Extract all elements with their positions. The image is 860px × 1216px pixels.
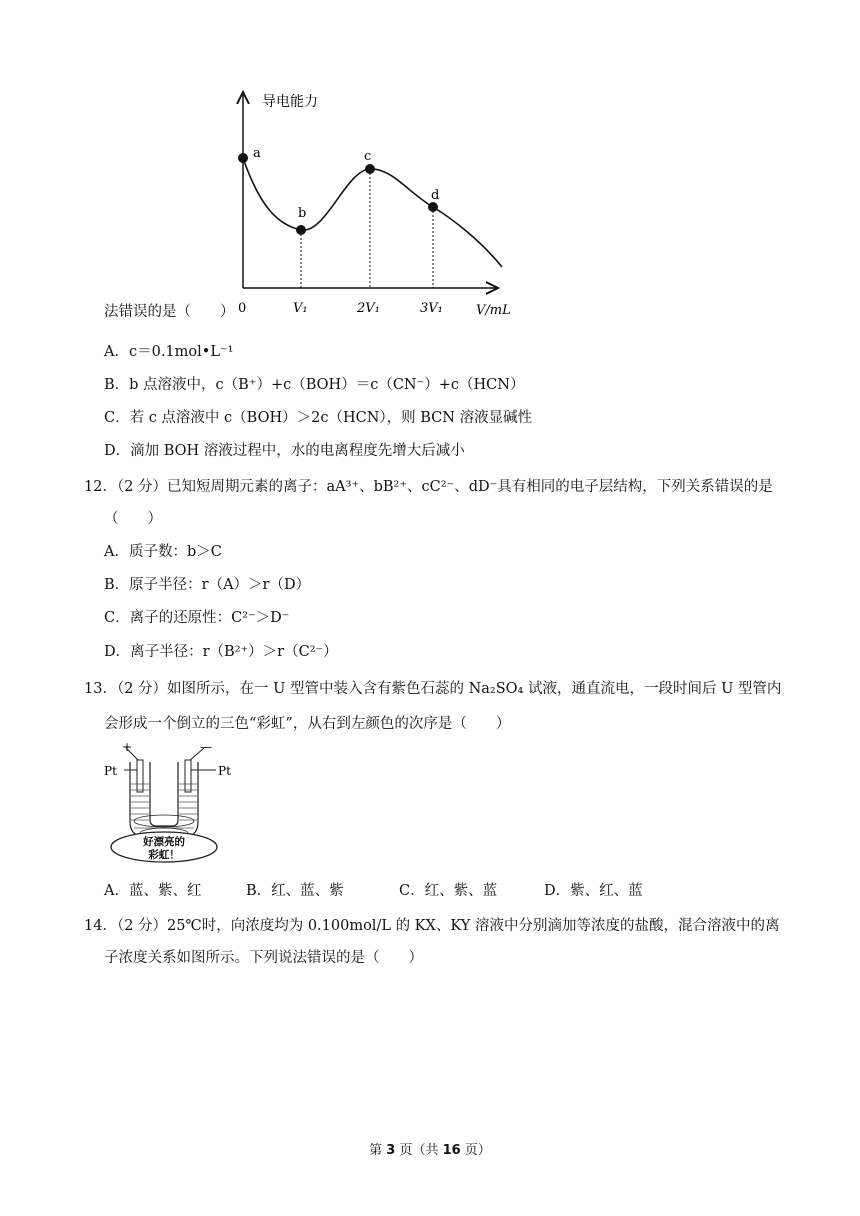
- q11-option-a: A．c＝0.1mol•L⁻¹: [104, 344, 234, 360]
- q11-option-d: D．滴加 BOH 溶液过程中，水的电离程度先增大后减小: [104, 443, 465, 459]
- label-d: d: [431, 188, 440, 203]
- q13-option-b: B．红、蓝、紫: [246, 883, 344, 899]
- caption-text: 好漂亮的: [143, 836, 185, 848]
- tick-3v1: 3V₁: [420, 301, 443, 316]
- u-tube-inner: [150, 762, 178, 826]
- tick-2v1: 2V₁: [357, 301, 380, 316]
- footer-total-pages: 16: [442, 1143, 461, 1158]
- q11-option-b: B．b 点溶液中，c（B⁺）+c（BOH）＝c（CN⁻）+c（HCN）: [104, 377, 525, 393]
- q14-stem-2: 子浓度关系如图所示。下列说法错误的是（ ）: [104, 950, 423, 966]
- q12-option-c: C．离子的还原性：C²⁻＞D⁻: [104, 610, 290, 626]
- q12-option-a: A．质子数：b＞C: [104, 544, 222, 560]
- footer-prefix: 第: [369, 1143, 387, 1158]
- q13-option-d: D．紫、红、蓝: [544, 883, 643, 899]
- q13-option-a: A．蓝、紫、红: [104, 883, 202, 899]
- u-tube-figure: [100, 740, 260, 866]
- footer-mid: 页（共: [395, 1143, 443, 1158]
- footer-page-number: 3: [386, 1143, 396, 1158]
- q12-option-d: D．离子半径：r（B²⁺）＞r（C²⁻）: [104, 644, 338, 660]
- q12-stem: 12．（2 分）已知短周期元素的离子：aA³⁺、bB²⁺、cC²⁻、dD⁻具有相同的电子层结构，下列关系错误的是: [84, 479, 773, 495]
- label-b: b: [298, 206, 307, 221]
- point-a: [238, 153, 248, 163]
- plus-sign: +: [122, 740, 133, 754]
- q13-stem-2: 会形成一个倒立的三色“彩虹”，从右到左颜色的次序是（ ）: [104, 716, 511, 732]
- label-c: c: [364, 149, 372, 164]
- q12-stem-2: （ ）: [104, 511, 162, 527]
- conductivity-chart: [220, 82, 520, 322]
- conductivity-curve: [243, 158, 502, 267]
- right-pt-label: Pt: [218, 764, 231, 778]
- tick-v1: V₁: [293, 301, 308, 316]
- q13-stem: 13．（2 分）如图所示，在一 U 型管中装入含有紫色石蕊的 Na₂SO₄ 试液，通直流电，一段时间后 U 型管内: [84, 681, 782, 697]
- y-axis-label: 导电能力: [262, 94, 318, 110]
- minus-sign: —: [200, 740, 212, 754]
- left-pt-label: Pt: [104, 764, 117, 778]
- q12-option-b: B．原子半径：r（A）＞r（D）: [104, 577, 311, 593]
- point-c: [365, 164, 375, 174]
- footer-suffix: 页）: [460, 1143, 491, 1158]
- q13-option-c: C．红、紫、蓝: [399, 883, 498, 899]
- page-footer: [0, 1139, 860, 1158]
- origin-label: 0: [238, 301, 247, 316]
- rainbow-ring-1: [134, 815, 194, 827]
- x-axis-label: V/mL: [476, 303, 511, 318]
- right-electrode: [185, 760, 191, 792]
- label-a: a: [253, 146, 261, 161]
- q11-option-c: C．若 c 点溶液中 c（BOH）＞2c（HCN），则 BCN 溶液显碱性: [104, 410, 533, 426]
- point-d: [428, 202, 438, 212]
- point-b: [296, 225, 306, 235]
- caption-text-2: 彩虹！: [148, 849, 180, 861]
- q14-stem: 14．（2 分）25℃时，向浓度均为 0.100mol/L 的 KX、KY 溶液中分别滴加等浓度的盐酸，混合溶液中的离: [84, 918, 780, 934]
- q11-stem-tail: 法错误的是（ ）: [104, 304, 235, 320]
- left-electrode: [137, 760, 143, 792]
